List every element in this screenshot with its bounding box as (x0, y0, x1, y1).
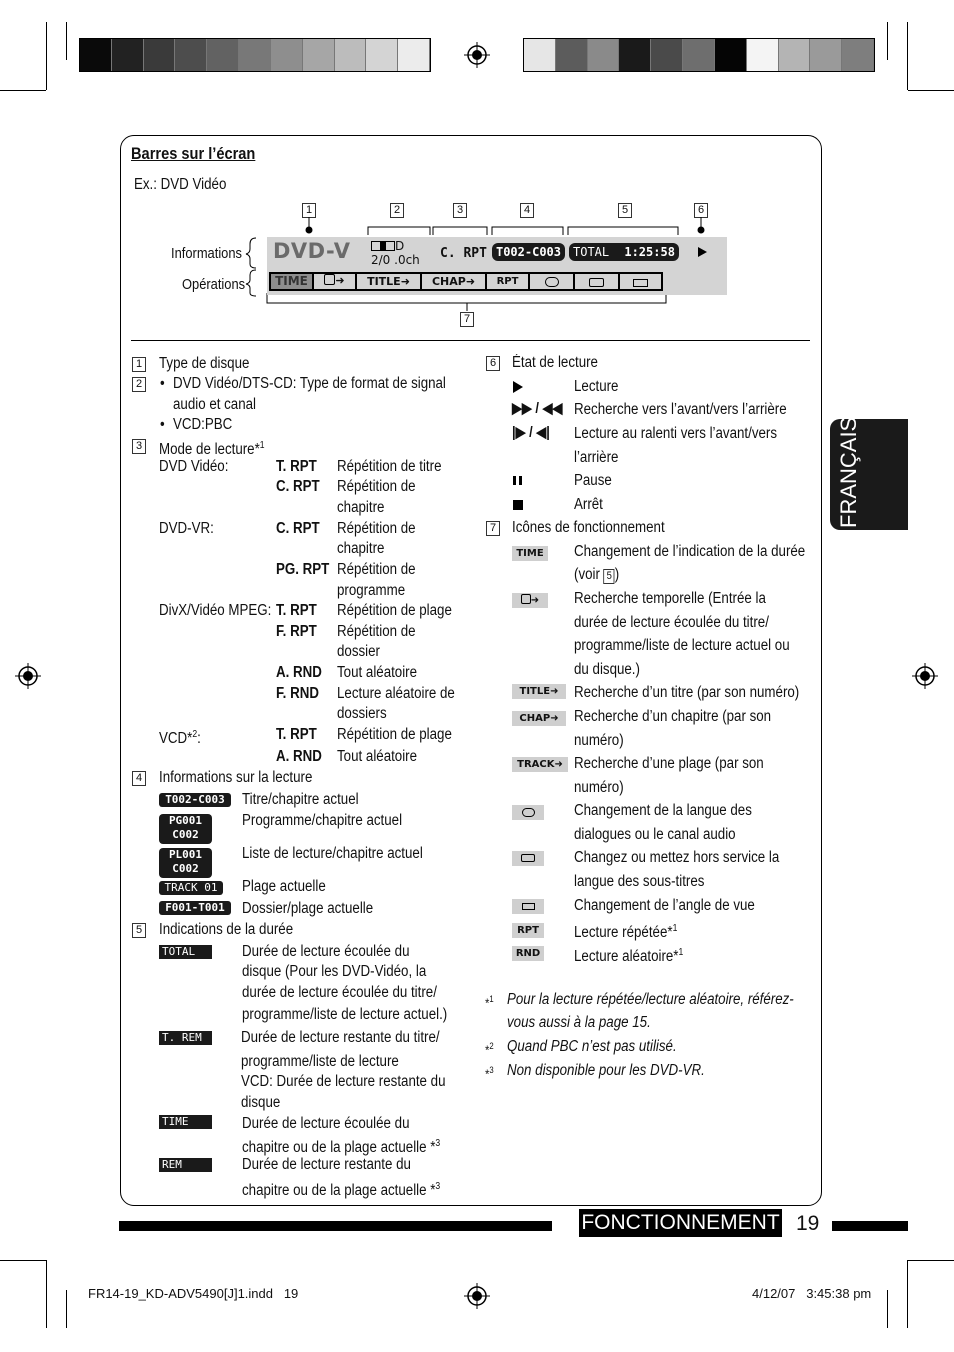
color-swatch (524, 39, 556, 71)
item-1-num: 1 (132, 357, 146, 372)
mode-key: T. RPT (276, 458, 317, 475)
audio-icon (545, 277, 559, 287)
footnote-mark (485, 1037, 494, 1059)
icon-description: numéro) (574, 779, 624, 796)
play-icon (513, 381, 523, 393)
slow-motion-icon: |▶ / ◀| (512, 424, 550, 441)
subtitle-icon (589, 278, 604, 287)
color-swatch (715, 39, 747, 71)
color-swatch (619, 39, 651, 71)
color-swatch (80, 39, 112, 71)
track-search-icon: TRACK➜ (512, 757, 568, 772)
mode-value: Répétition de (337, 623, 416, 640)
state-text: Lecture au ralenti vers l’avant/vers (574, 425, 778, 442)
ref-box: 5 (604, 569, 615, 584)
item-3-title-text: Mode de lecture* (159, 441, 260, 459)
total-time: 1:25:58 (624, 245, 675, 259)
vcd-label (159, 726, 201, 748)
state-text: Recherche vers l’avant/vers l’arrière (574, 401, 787, 418)
duration-text-line: chapitre ou de la plage actuelle * (242, 1139, 436, 1157)
mode-value: Lecture aléatoire de (337, 685, 455, 702)
duration-text: programme/liste de lecture (241, 1053, 399, 1070)
op-time-search[interactable] (314, 274, 355, 289)
total-readout (569, 243, 679, 261)
item-4-num: 4 (132, 771, 146, 786)
item-2-bullet-1: DVD Vidéo/DTS-CD: Type de format de signal (173, 375, 446, 392)
footnote-ref: 1 (259, 440, 265, 451)
mode-value: Répétition de (337, 561, 416, 578)
item-5-title: Indications de la durée (159, 921, 294, 938)
mode-key: PG. RPT (276, 561, 330, 578)
time-icon: TIME (159, 1115, 212, 1129)
arrow-icon: ➜ (465, 275, 476, 288)
state-text: Arrêt (574, 496, 603, 513)
footer-rule-left (119, 1221, 552, 1231)
pl-value: PL001 (168, 848, 203, 861)
see-text: (voir (574, 566, 604, 583)
playlist-chapter-icon (159, 848, 212, 878)
mode-value: Répétition de plage (337, 726, 452, 743)
audio-channel: 2/0 .0ch (371, 253, 420, 267)
color-swatch (144, 39, 176, 71)
callout-1: 1 (302, 203, 316, 218)
item-5-num: 5 (132, 923, 146, 938)
duration-text (242, 1135, 440, 1157)
registration-mark-left (15, 663, 41, 689)
registration-mark-top (464, 42, 490, 68)
icon-description: durée de lecture écoulée du titre/ (574, 614, 769, 631)
footnote-num: 1 (489, 994, 494, 1004)
mode-value: dossier (337, 643, 380, 660)
footnote-text: vous aussi à la page 15. (507, 1014, 651, 1031)
duration-text-line: chapitre ou de la plage actuelle * (242, 1182, 436, 1200)
random-text: Lecture aléatoire* (574, 948, 679, 966)
callout-4: 4 (520, 203, 534, 218)
folder-track-icon: F001-T001 (159, 901, 231, 915)
op-title[interactable] (357, 274, 420, 289)
registration-mark-bottom (464, 1283, 490, 1309)
color-bar-right (523, 38, 875, 72)
callout-5: 5 (618, 203, 632, 218)
audio-language-icon (512, 805, 544, 820)
color-swatch (175, 39, 207, 71)
track-label: TRACK (517, 759, 555, 770)
color-swatch (683, 39, 715, 71)
op-subtitle[interactable] (575, 274, 618, 289)
icon-description: Changement de l’angle de vue (574, 897, 755, 914)
audio-logo-text: D (395, 239, 405, 253)
footnote-ref: 2 (192, 729, 198, 740)
program-chapter-icon (159, 814, 212, 844)
info-text: Liste de lecture/chapitre actuel (242, 845, 423, 862)
repeat-icon: RPT (512, 923, 544, 938)
divx-label: DivX/Vidéo MPEG: (159, 602, 272, 619)
section-title: Barres sur l’écran (131, 144, 256, 163)
icon-description: Changement de l’indication de la durée (574, 543, 806, 560)
color-swatch (398, 39, 430, 71)
paren: ) (614, 566, 620, 583)
callout-7: 7 (460, 312, 474, 327)
stop-icon (513, 500, 523, 510)
mode-key: A. RND (276, 664, 322, 681)
mode-value: Tout aléatoire (337, 664, 418, 681)
bullet: • (160, 416, 165, 433)
item-6-title: État de lecture (512, 354, 598, 371)
footnote-num: 2 (489, 1041, 494, 1051)
duration-text (242, 1178, 440, 1200)
mode-value: Répétition de (337, 478, 416, 495)
footnote-ref: 3 (435, 1181, 441, 1192)
icon-description (574, 920, 677, 942)
info-text: Programme/chapitre actuel (242, 812, 403, 829)
icon-description: dialogues ou le canal audio (574, 826, 736, 843)
item-2-bullet-1b: audio et canal (173, 396, 257, 413)
audio-icon (522, 808, 535, 817)
mode-value: Répétition de (337, 520, 416, 537)
footnote-ref: 1 (678, 947, 684, 958)
row-label-info: Informations (171, 245, 242, 262)
vcd-label-text: VCD* (159, 730, 193, 748)
repeat-text: Lecture répétée* (574, 924, 673, 942)
item-7-num: 7 (486, 521, 500, 536)
duration-text: Durée de lecture restante du (242, 1156, 411, 1173)
divider (131, 340, 810, 341)
row-label-ops: Opérations (182, 276, 246, 293)
duration-text: VCD: Durée de lecture restante du (241, 1073, 446, 1090)
time-search-icon: ➜ (512, 593, 548, 608)
chapter-search-icon: CHAP➜ (512, 711, 566, 726)
random-icon: RND (512, 946, 544, 961)
op-time[interactable]: TIME (271, 274, 312, 289)
color-swatch (112, 39, 144, 71)
arrow-icon: ➜ (335, 275, 345, 287)
print-file-info: FR14-19_KD-ADV5490[J]1.indd 19 (88, 1286, 299, 1301)
remaining-icon: REM (159, 1158, 212, 1172)
title-label: TITLE (519, 686, 551, 697)
duration-text: Durée de lecture écoulée du (242, 1115, 410, 1132)
icon-description: numéro) (574, 732, 624, 749)
angle-icon (512, 899, 544, 914)
play-status-icon (698, 247, 707, 257)
page-number: 19 (796, 1212, 820, 1235)
mode-key: T. RPT (276, 602, 317, 619)
asterisk: * (485, 995, 490, 1011)
asterisk: * (485, 1042, 490, 1058)
item-2-num: 2 (132, 377, 146, 392)
chap-label: CHAP (519, 713, 551, 724)
info-text: Dossier/plage actuelle (242, 900, 374, 917)
item-2-bullet-2: VCD:PBC (173, 416, 233, 433)
icon-description: Recherche d’un titre (par son numéro) (574, 684, 800, 701)
duration-text: Durée de lecture restante du titre/ (241, 1029, 440, 1046)
footnote-text: Non disponible pour les DVD-VR. (507, 1062, 705, 1079)
track-icon: TRACK 01 (159, 881, 223, 895)
title-chapter-icon: T002-C003 (159, 793, 231, 807)
color-swatch (779, 39, 811, 71)
callout-2: 2 (390, 203, 404, 218)
duration-text: durée de lecture écoulée du titre/ (242, 984, 437, 1001)
title-chapter-readout: T002-C003 (492, 243, 565, 261)
subtitle-icon (512, 851, 544, 866)
item-7-title: Icônes de fonctionnement (512, 519, 665, 536)
time-remaining-icon: T. REM (159, 1031, 212, 1045)
camera-icon (633, 279, 648, 287)
footnote-num: 3 (489, 1065, 494, 1075)
icon-description: Changement de la langue des (574, 802, 752, 819)
item-1-text: Type de disque (159, 355, 250, 372)
mode-key: A. RND (276, 748, 322, 765)
disc-type: DVD-V (273, 239, 351, 263)
footer-section: FONCTIONNEMENT (579, 1209, 782, 1237)
op-angle[interactable] (620, 274, 661, 289)
fast-forward-reverse-icon: ▶▶ / ◀◀ (512, 400, 563, 417)
pause-icon (513, 476, 522, 485)
icon-description (574, 944, 683, 966)
total-icon: TOTAL (159, 945, 212, 959)
icon-description: Recherche d’une plage (par son (574, 755, 764, 772)
chapter-value: C002 (172, 862, 199, 875)
row-braces (244, 236, 264, 298)
mode-value: Tout aléatoire (337, 748, 418, 765)
color-swatch (271, 39, 303, 71)
color-swatch (651, 39, 683, 71)
print-date-info: 4/12/07 3:45:38 pm (752, 1286, 872, 1301)
icon-description: Recherche d’un chapitre (par son (574, 708, 772, 725)
color-swatch (207, 39, 239, 71)
total-label: TOTAL (573, 245, 610, 259)
color-swatch (588, 39, 620, 71)
info-text: Plage actuelle (242, 878, 326, 895)
item-4-title: Informations sur la lecture (159, 769, 313, 786)
icon-description (574, 566, 619, 584)
color-bar-left (79, 38, 431, 72)
mode-key: C. RPT (276, 520, 320, 537)
mode-key: F. RPT (276, 623, 317, 640)
icon-description: Recherche temporelle (Entrée la (574, 590, 766, 607)
icon-description: Changez ou mettez hors service la (574, 849, 780, 866)
color-swatch (239, 39, 271, 71)
mode-value: Répétition de plage (337, 602, 452, 619)
language-tab-label: FRANÇAIS (836, 416, 861, 528)
color-swatch (842, 39, 874, 71)
op-chap[interactable] (422, 274, 485, 289)
registration-mark-right (912, 663, 938, 689)
mode-value: chapitre (337, 499, 385, 516)
color-swatch (747, 39, 779, 71)
state-text: Lecture (574, 378, 619, 395)
footnote-text: Quand PBC n’est pas utilisé. (507, 1038, 677, 1055)
info-text: Titre/chapitre actuel (242, 791, 359, 808)
footnote-text: Pour la lecture répétée/lecture aléatoire, référez- (507, 991, 794, 1008)
op-rpt[interactable]: RPT (487, 274, 528, 289)
callout-3: 3 (453, 203, 467, 218)
duration-text: disque (241, 1094, 281, 1111)
state-text: l’arrière (574, 449, 619, 466)
footnote-mark (485, 1061, 494, 1083)
pg-value: PG001 (168, 814, 203, 827)
mode-value: chapitre (337, 540, 385, 557)
color-swatch (366, 39, 398, 71)
mode-value: Répétition de titre (337, 458, 442, 475)
clock-icon (521, 594, 531, 604)
subtitle-glyph (521, 854, 535, 862)
clock-icon (324, 274, 335, 285)
dvd-vr-label: DVD-VR: (159, 520, 214, 537)
footnote-ref: 3 (435, 1138, 441, 1149)
color-swatch (303, 39, 335, 71)
op-title-label: TITLE (367, 275, 401, 288)
dvd-video-label: DVD Vidéo: (159, 458, 229, 475)
footer-rule-right (832, 1221, 908, 1231)
item-3-num: 3 (132, 439, 146, 454)
mode-value: programme (337, 582, 406, 599)
op-audio[interactable] (530, 274, 573, 289)
vcd-colon: : (197, 730, 201, 748)
op-chap-label: CHAP (431, 275, 466, 288)
duration-text: disque (Pour les DVD-Vidéo, la (242, 963, 427, 980)
state-text: Pause (574, 472, 612, 489)
mode-key: T. RPT (276, 726, 317, 743)
mode-key: C. RPT (276, 478, 320, 495)
footnote-mark (485, 990, 494, 1012)
example-label: Ex.: DVD Vidéo (134, 176, 227, 193)
mode-value: dossiers (337, 705, 387, 722)
bullet: • (160, 375, 165, 392)
item-6-num: 6 (486, 356, 500, 371)
color-swatch (335, 39, 367, 71)
camera-icon (522, 903, 535, 910)
footnote-ref: 1 (672, 923, 678, 934)
asterisk: * (485, 1066, 490, 1082)
dolby-logo (371, 240, 404, 252)
color-swatch (810, 39, 842, 71)
duration-text: Durée de lecture écoulée du (242, 943, 410, 960)
time-button-icon: TIME (512, 546, 548, 561)
color-swatch (556, 39, 588, 71)
icon-description: programme/liste de lecture actuel ou (574, 637, 790, 654)
play-mode: C. RPT (440, 246, 487, 261)
icon-description: langue des sous-titres (574, 873, 705, 890)
item-3-title (159, 437, 265, 459)
chapter-value: C002 (172, 828, 199, 841)
arrow-icon: ➜ (400, 275, 410, 288)
icon-description: du disque.) (574, 661, 640, 678)
title-search-icon: TITLE➜ (512, 684, 566, 699)
duration-text: programme/liste de lecture actuel.) (242, 1006, 448, 1023)
mode-key: F. RND (276, 685, 319, 702)
callout-6: 6 (694, 203, 708, 218)
